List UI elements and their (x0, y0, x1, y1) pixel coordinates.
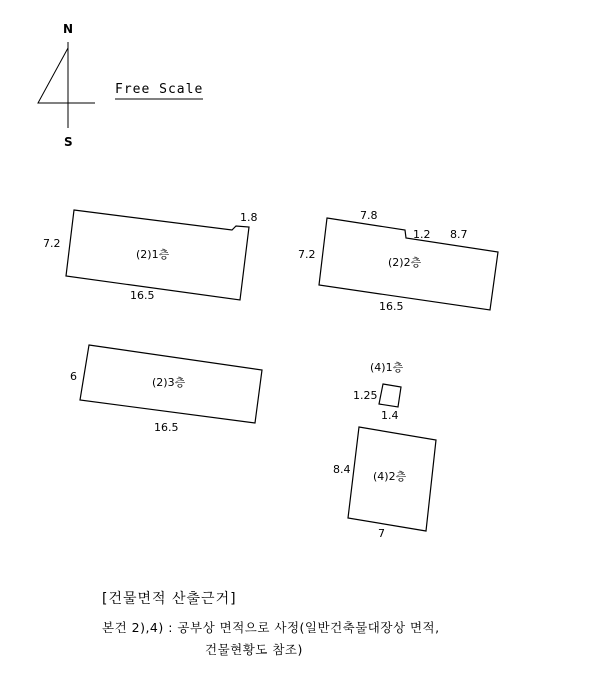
building-label: (2)3층 (152, 376, 186, 389)
dimension-label: 1.2 (413, 228, 431, 241)
dimension-label: 6 (70, 370, 77, 383)
building-label: (2)1층 (136, 248, 170, 261)
building-label: (2)2층 (388, 256, 422, 269)
dimension-label: 1.8 (240, 211, 258, 224)
dimension-label: 16.5 (130, 289, 155, 302)
dimension-label: 8.7 (450, 228, 468, 241)
note-text-line-2: 건물현황도 참조) (205, 642, 303, 657)
north-label: N (63, 22, 74, 36)
north-arrow-icon (38, 48, 68, 103)
building-2-floor-3 (70, 345, 262, 434)
dimension-label: 8.4 (333, 463, 351, 476)
dimension-label: 16.5 (154, 421, 179, 434)
dimension-label: 16.5 (379, 300, 404, 313)
dimension-label: 7.8 (360, 209, 378, 222)
building-2-floor-1 (43, 210, 258, 302)
dimension-label: 7 (378, 527, 385, 540)
building-outline (379, 384, 401, 407)
compass (38, 22, 95, 149)
scale-label: Free Scale (115, 82, 204, 97)
building-4-floor-2 (333, 427, 436, 540)
building-label: (4)1층 (370, 361, 404, 374)
building-label: (4)2층 (373, 470, 407, 483)
dimension-label: 1.4 (381, 409, 399, 422)
dimension-label: 7.2 (43, 237, 61, 250)
south-label: S (64, 135, 73, 149)
note-title: [건물면적 산출근거] (102, 591, 237, 607)
note-text-line-1: 본건 2),4) : 공부상 면적으로 사정(일반건축물대장상 면적, (102, 620, 440, 635)
dimension-label: 1.25 (353, 389, 378, 402)
building-2-floor-2 (298, 209, 498, 313)
building-4-floor-1 (353, 361, 404, 422)
dimension-label: 7.2 (298, 248, 316, 261)
